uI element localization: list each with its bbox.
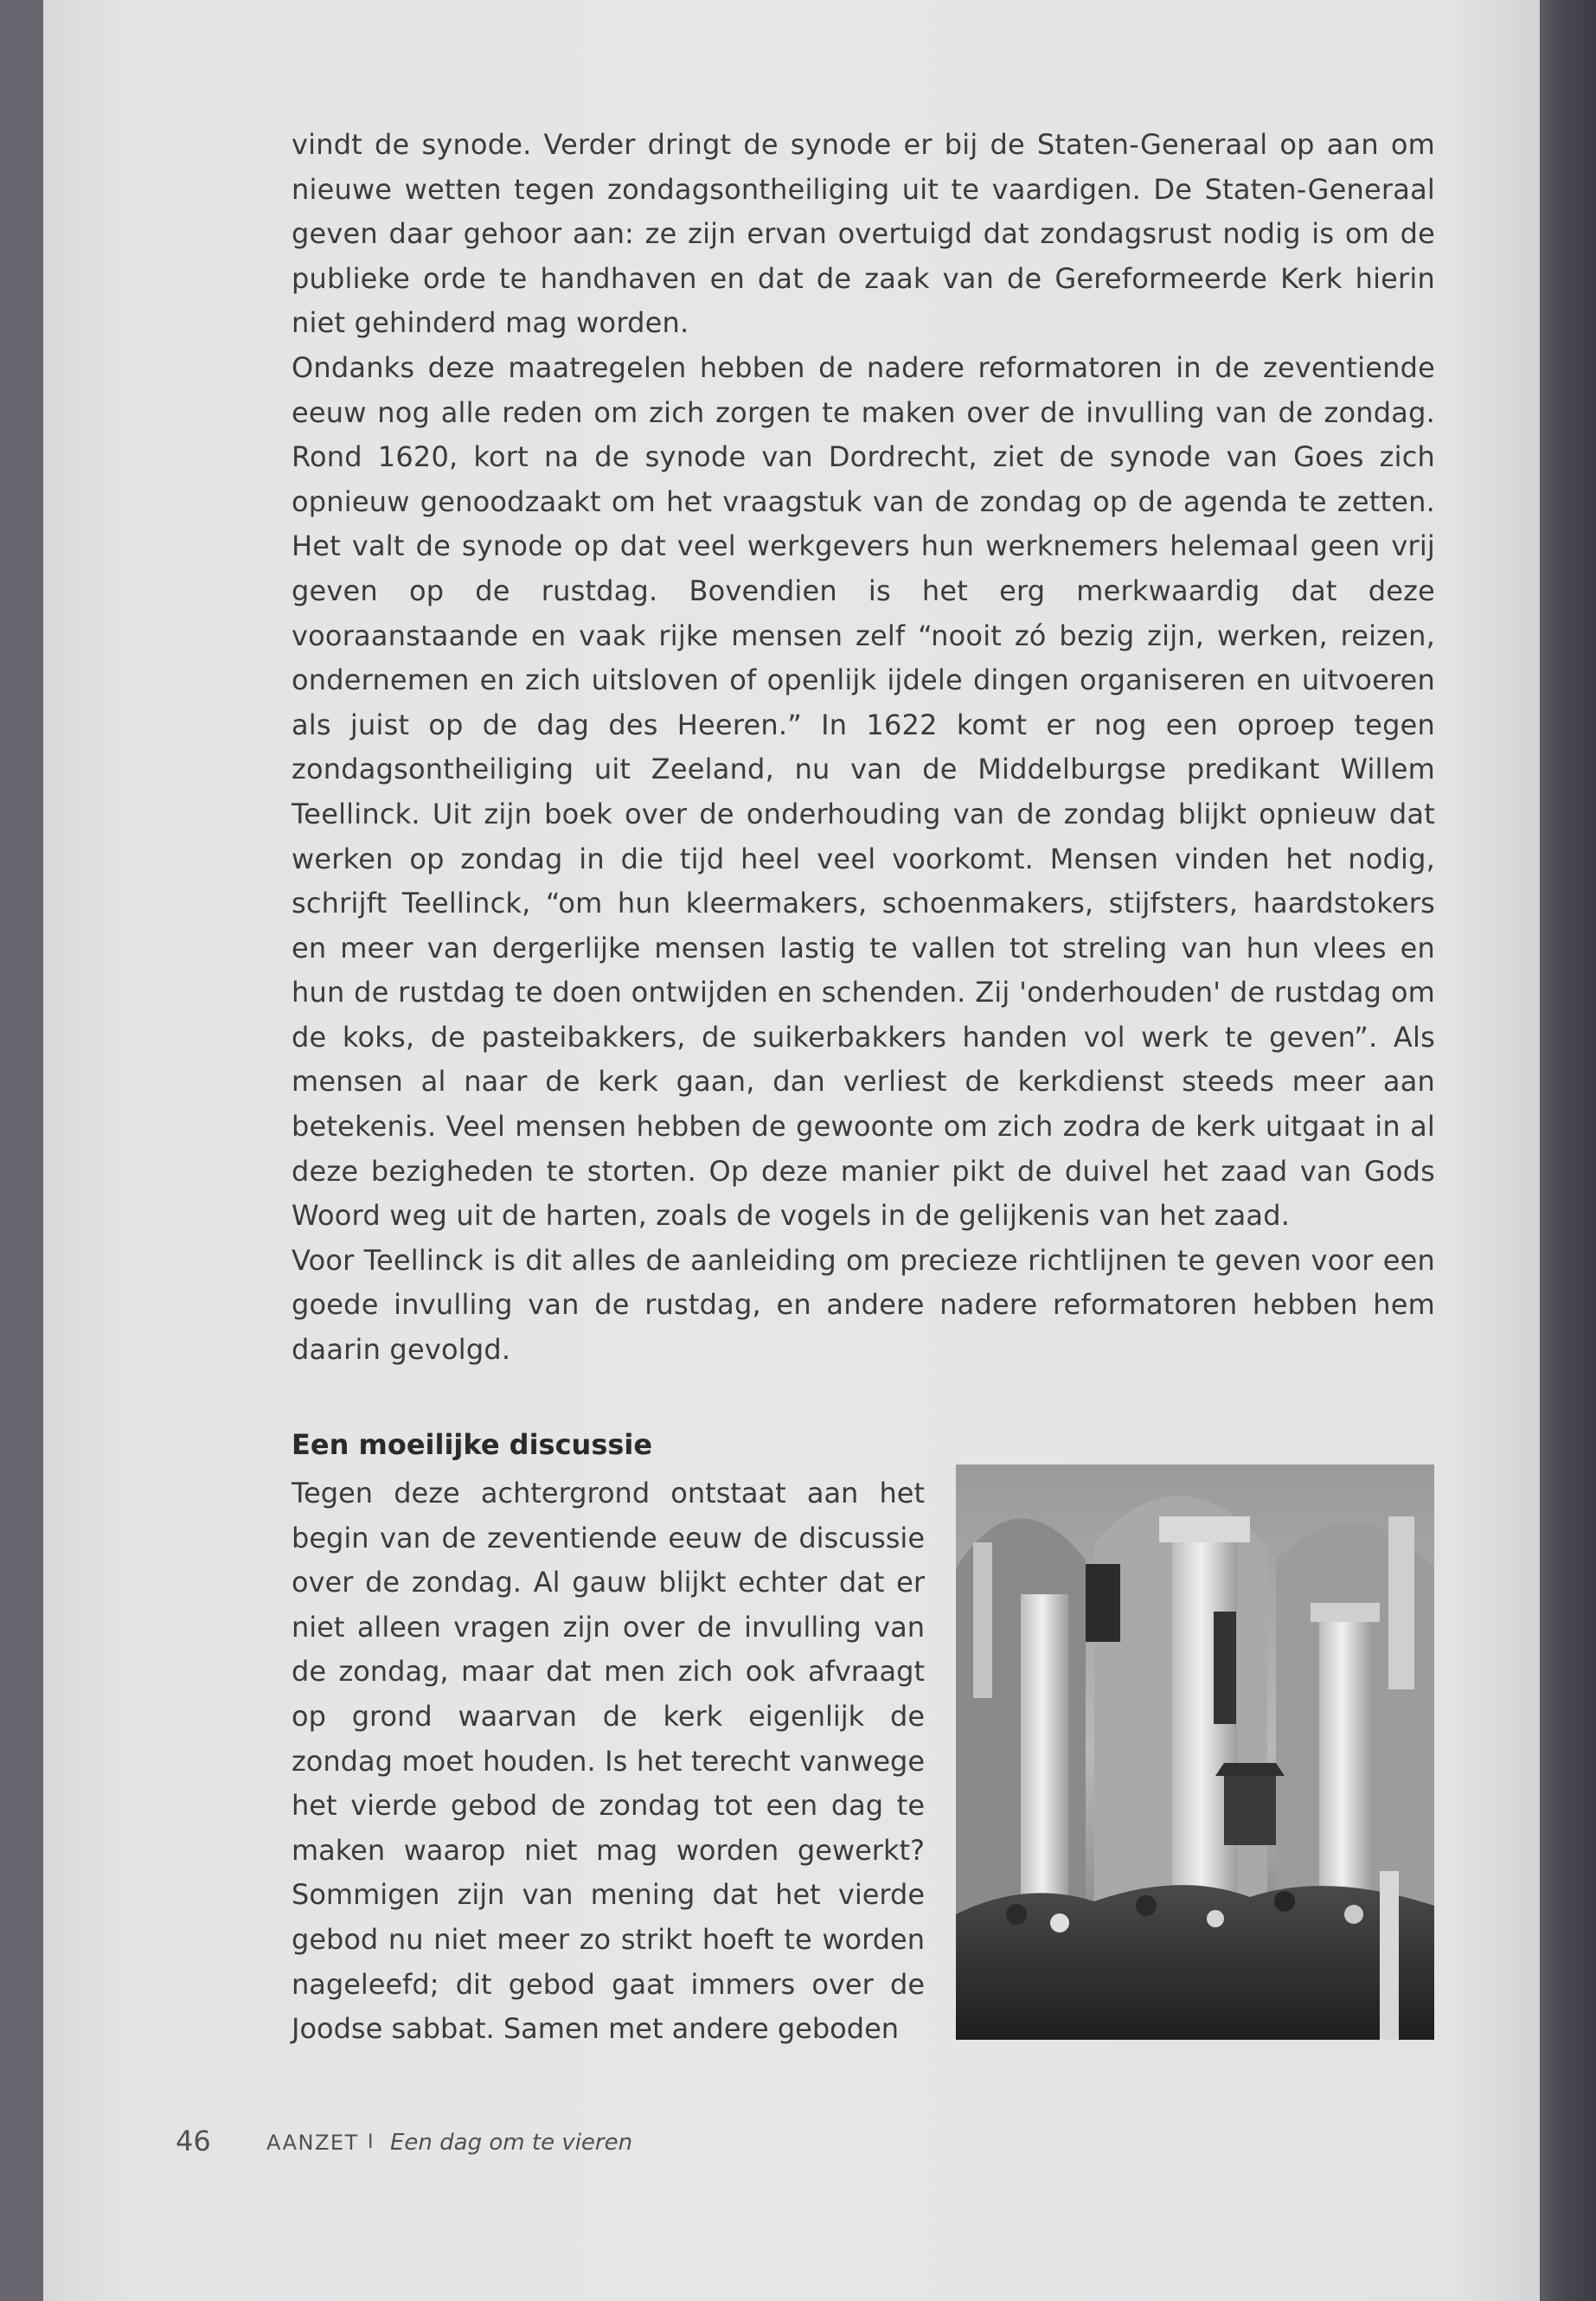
- main-text: [292, 123, 1435, 1373]
- section-paragraph: Tegen deze achtergrond ontstaat aan het begin van de zeventiende eeuw de discussie over de zondag. Al gauw blijkt echter dat er niet alleen vragen zijn over de invulling van de zondag, maar dat men zich ook afvraagt op grond waarvan de kerk eigenlijk de zondag moet houden. Is het terecht vanwege het vierde gebod de zondag tot een dag te maken waarop niet mag worden gewerkt? Sommigen zijn van mening dat het vierde gebod nu niet meer zo strikt hoeft te worden nageleefd; dit gebod gaat immers over de Joodse sabbat. Samen met andere geboden: [292, 1477, 925, 2046]
- paragraph-3: Voor Teellinck is dit alles de aanleiding om precieze richtlijnen te geven voor een goede invulling van de rustdag, en andere nadere reformatoren hebben hem daarin gevolgd.: [292, 1243, 1435, 1367]
- footer-separator: I: [368, 2131, 374, 2153]
- book-spine: [1540, 0, 1596, 2301]
- paragraph-1: vindt de synode. Verder dringt de synode er bij de Staten-Generaal op aan om nieuwe wetten tegen zondagsontheiliging uit te vaardigen. De Staten-Generaal geven daar gehoor aan: ze zijn ervan overtuigd dat zondagsrust nodig is om de publieke orde te handhaven en dat de zaak van de Gereformeerde Kerk hierin niet gehinderd mag worden.: [292, 128, 1435, 340]
- section-heading: Een moeilijke discussie: [292, 1428, 653, 1461]
- series-name: AANZET: [266, 2131, 359, 2155]
- book-title: Een dag om te vieren: [390, 2130, 633, 2156]
- paragraph-2: Ondanks deze maatregelen hebben de nadere reformatoren in de zeventiende eeuw nog alle reden om zich zorgen te maken over de invulling van de zondag. Rond 1620, kort na de synode van Dordrecht, ziet de synode van Goes zich opnieuw genoodzaakt om het vraagstuk van de zondag op de agenda te zetten. Het valt de synode op dat veel werkgevers hun werknemers helemaal geen vrij geven op de rustdag. Bovendien is het erg merkwaardig dat deze vooraanstaande en vaak rijke mensen zelf “nooit zó bezig zijn, werken, reizen, ondernemen en zich uitsloven of openlijk ijdele dingen organiseren en uitvoeren als juist op de dag des Heeren.” In 1622 komt er nog een oproep tegen zondagsontheiliging uit Zeeland, nu van de Middelburgse predikant Willem Teellinck. Uit zijn boek over de onderhouding van de zondag blijkt opnieuw dat werken op zondag in die tijd heel veel voorkomt. Mensen vinden het nodig, schrijft Teellinck, “om hun kleermakers, schoenmakers, stijfsters, haardstokers en meer van dergerlijke mensen lastig te vallen tot streling van hun vlees en hun de rustdag te doen ontwijden en schenden. Zij 'onderhouden' de rustdag om de koks, de pasteibakkers, de suikerbakkers handen vol werk te geven”. Als mensen al naar de kerk gaan, dan verliest de kerkdienst steeds meer aan betekenis. Veel mensen hebben de gewoonte om zich zodra de kerk uitgaat in al deze bezigheden te storten. Op deze manier pikt de duivel het zaad van Gods Woord weg uit de harten, zoals de vogels in de gelijkenis van het zaad.: [292, 350, 1435, 1233]
- page-number: 46: [176, 2125, 211, 2157]
- church-interior-photo: [956, 1465, 1434, 2040]
